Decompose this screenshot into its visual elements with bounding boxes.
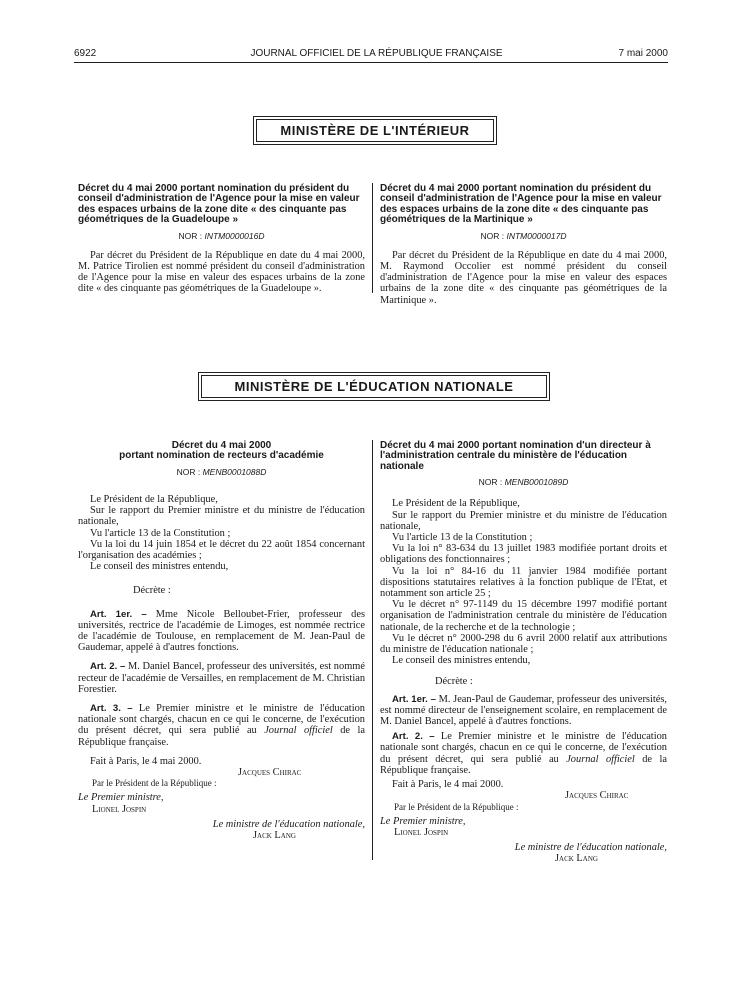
nor-reference: NOR : MENB0001089D [478,477,569,488]
decree-recteurs [78,441,365,841]
premier-ministre-title: Le Premier ministre, [380,815,466,827]
decree-subtitle: portant nomination de recteurs d'académie [119,450,324,462]
paragraph: Sur le rapport du Premier ministre et du ministre de l'éducation nationale, [78,505,365,528]
paragraph: Sur le rapport du Premier ministre et du ministre de l'éducation nationale, [380,509,667,532]
signature-president: Jacques Chirac [238,767,302,779]
paragraph: Le conseil des ministres entendu, [392,655,531,667]
paragraph: Vu le décret n° 97-1149 du 15 décembre 1997 modifié portant organisation de l'administration centrale du ministère de l'éducation nationale, de la recherche et de la technologie ; [380,599,667,633]
ministry-education-box [198,372,550,401]
ministry-interieur-title: MINISTÈRE DE L'INTÉRIEUR [256,119,494,142]
paragraph: Le Président de la République, [90,494,218,506]
journal-title: JOURNAL OFFICIEL DE LA RÉPUBLIQUE FRANÇAISE [250,48,503,59]
decree-body: Par décret du Président de la République en date du 4 mai 2000, M. Patrice Tirolien est nommé président du conseil d'administration de l'Agence pour la mise en valeur des espaces urbains de la zone dite « des cinquante pas géométriques de la Guadeloupe ». [78,249,365,295]
paragraph: Le conseil des ministres entendu, [90,561,229,573]
article-3: Art. 3. – Le Premier ministre et le ministre de l'éducation nationale sont chargés, chacun en ce qui le concerne, de l'exécution du présent décret, qui sera publié au Journal officiel de la République française. [78,703,365,748]
article-2: Art. 2. – Le Premier ministre et le ministre de l'éducation nationale sont chargés, chacun en ce qui le concerne, de l'exécution du présent décret, qui sera publié au Journal officiel de la République française. [380,731,667,776]
paragraph: Le Président de la République, [392,498,520,510]
article-1: Art. 1er. – M. Jean-Paul de Gaudemar, professeur des universités, est nommé directeur de l'enseignement scolaire, en remplacement de M. Daniel Bancel, appelé à d'autres fonctions. [380,693,667,728]
ministre-name: Jack Lang [555,853,598,865]
decree-title: Décret du 4 mai 2000 [171,440,272,451]
signature-president: Jacques Chirac [565,790,629,802]
paragraph: Vu le décret n° 2000-298 du 6 avril 2000 relatif aux attributions du ministre de l'éducation nationale ; [380,632,667,656]
decree-directeur [380,441,667,865]
header-rule [74,62,668,63]
ministry-interieur-box [253,116,497,145]
article-1: Art. 1er. – Mme Nicole Belloubet-Frier, professeur des universités, rectrice de l'académie de Limoges, est nommée rectrice de l'académie de Toulouse, en remplacement de M. Jean-Paul de Gaudemar, appelé à d'autres fonctions. [78,608,366,654]
nor-reference: NOR : INTM0000017D [480,230,567,241]
decree-title: Décret du 4 mai 2000 portant nomination du président du conseil d'administration de l'Agence pour la mise en valeur des espaces urbains de la zone dite « des cinquante pas géométriques de la Guadeloupe » [78,183,360,226]
premier-ministre-title: Le Premier ministre, [78,792,164,804]
paragraph: Vu la loi du 14 juin 1854 et le décret du 22 août 1854 concernant l'organisation des académies ; [78,538,365,562]
paragraph: Vu la loi n° 83-634 du 13 juillet 1983 modifiée portant droits et obligations des fonctionnaires ; [380,543,667,566]
paragraph: Vu la loi n° 84-16 du 11 janvier 1984 modifiée portant dispositions statutaires relatives à la fonction publique de l'Etat, et notamment son article 25 ; [380,565,667,600]
ministry-education-title: MINISTÈRE DE L'ÉDUCATION NATIONALE [201,375,547,398]
paragraph: Vu l'article 13 de la Constitution ; [90,527,231,539]
fait-a-paris: Fait à Paris, le 4 mai 2000. [392,779,504,791]
ministre-title: Le ministre de l'éducation nationale, [212,818,365,830]
fait-a-paris: Fait à Paris, le 4 mai 2000. [90,755,202,767]
decree-martinique [380,184,667,306]
par-le-president: Par le Président de la République : [92,778,217,789]
decrete-label: Décrète : [133,585,171,597]
decree-guadeloupe [78,184,365,295]
ministre-title: Le ministre de l'éducation nationale, [514,842,667,854]
page-date: 7 mai 2000 [618,48,668,59]
column-divider [372,183,373,293]
column-divider [372,440,373,860]
article-2: Art. 2. – M. Daniel Bancel, professeur des universités, est nommé recteur de l'académie de Versailles, en remplacement de M. Christian Forestier. [78,661,366,695]
par-le-president: Par le Président de la République : [394,801,519,812]
decrete-label: Décrète : [435,676,473,688]
premier-ministre-name: Lionel Jospin [92,803,147,815]
nor-reference: NOR : MENB0001088D [176,466,267,477]
paragraph: Vu l'article 13 de la Constitution ; [392,532,533,544]
nor-reference: NOR : INTM0000016D [178,230,265,241]
ministre-name: Jack Lang [253,830,296,842]
page-number: 6922 [74,48,97,59]
decree-title: Décret du 4 mai 2000 portant nomination d'un directeur à l'administration centrale du ministère de l'éducation nationale [380,440,651,472]
decree-title: Décret du 4 mai 2000 portant nomination du président du conseil d'administration de l'Agence pour la mise en valeur des espaces urbains de la zone dite « des cinquante pas géométriques de la Martinique » [380,183,662,226]
decree-body: Par décret du Président de la République en date du 4 mai 2000, M. Raymond Occolier est nommé président du conseil d'administration de l'Agence pour la mise en valeur des espaces urbains de la zone dite « des cinquante pas géométriques de la Martinique ». [380,249,667,306]
premier-ministre-name: Lionel Jospin [394,826,449,838]
